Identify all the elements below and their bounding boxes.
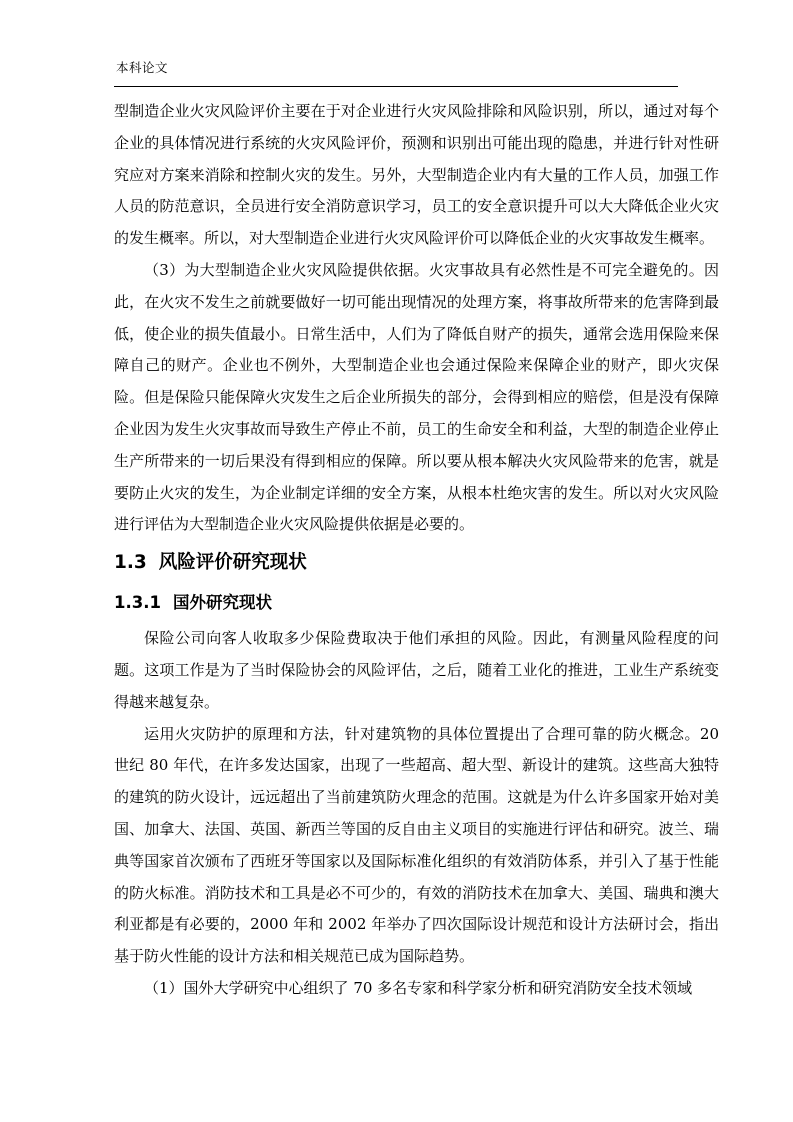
- paragraph-2: （3）为大型制造企业火灾风险提供依据。火灾事故具有必然性是不可完全避免的。因此，在火灾不发生之前就要做好一切可能出现情况的处理方案，将事故所带来的危害降到最低，使企业的损失值最小。日常生活中，人们为了降低自财产的损失，通常会选用保险来保障自己的财产。企业也不例外，大型制造企业也会通过保险来保障企业的财产，即火灾保险。但是保险只能保障火灾发生之后企业所损失的部分，会得到相应的赔偿，但是没有保障企业因为发生火灾事故而导致生产停止不前，员工的生命安全和利益，大型的制造企业停止生产所带来的一切后果没有得到相应的保障。所以要从根本解决火灾风险带来的危害，就是要防止火灾的发生，为企业制定详细的安全方案，从根本杜绝灾害的发生。所以对火灾风险进行评估为大型制造企业火灾风险提供依据是必要的。: [114, 260, 719, 534]
- paragraph-4: 运用火灾防护的原理和方法，针对建筑物的具体位置提出了合理可靠的防火概念。20 世纪 80 年代，在许多发达国家，出现了一些超高、超大型、新设计的建筑。这些高大独特的建筑的防火设计，远远超出了当前建筑防火理念的范围。这就是为什么许多国家开始对美国、加拿大、法国、英国、新西兰等国的反自由主义项目的实施进行评估和研究。波兰、瑞典等国家首次颁布了西班牙等国家以及国际标准化组织的有效消防体系，并引入了基于性能的防火标准。消防技术和工具是必不可少的，有效的消防技术在加拿大、美国、瑞典和澳大利亚都是有必要的，2000 年和 2002 年举办了四次国际设计规范和设计方法研讨会，指出基于防火性能的设计方法和相关规范已成为国际趋势。: [114, 724, 719, 966]
- paragraph-5: （1）国外大学研究中心组织了 70 多名专家和科学家分析和研究消防安全技术领域: [144, 978, 693, 997]
- section-number: 1.3: [114, 552, 147, 574]
- header-divider: [114, 86, 678, 87]
- paragraph-1: 型制造企业火灾风险评价主要在于对企业进行火灾风险排除和风险识别，所以，通过对每个企业的具体情况进行系统的火灾风险评价，预测和识别出可能出现的隐患，并进行针对性研究应对方案来消除和控制火灾的发生。另外，大型制造企业内有大量的工作人员，加强工作人员的防范意识，全员进行安全消防意识学习，员工的安全意识提升可以大大降低企业火灾的发生概率。所以，对大型制造企业进行火灾风险评价可以降低企业的火灾事故发生概率。: [114, 102, 719, 248]
- body-text: [114, 96, 719, 1005]
- section-title: 风险评价研究现状: [158, 552, 307, 574]
- subsection-title: 国外研究现状: [172, 593, 272, 613]
- subsection-heading: [114, 583, 719, 623]
- section-heading: [114, 543, 719, 583]
- page-header-label: 本科论文: [116, 60, 169, 75]
- paragraph-3: 保险公司向客人收取多少保险费取决于他们承担的风险。因此，有测量风险程度的问题。这项工作是为了当时保险协会的风险评估，之后，随着工业化的推进，工业生产系统变得越来越复杂。: [114, 629, 719, 711]
- subsection-number: 1.3.1: [114, 593, 161, 613]
